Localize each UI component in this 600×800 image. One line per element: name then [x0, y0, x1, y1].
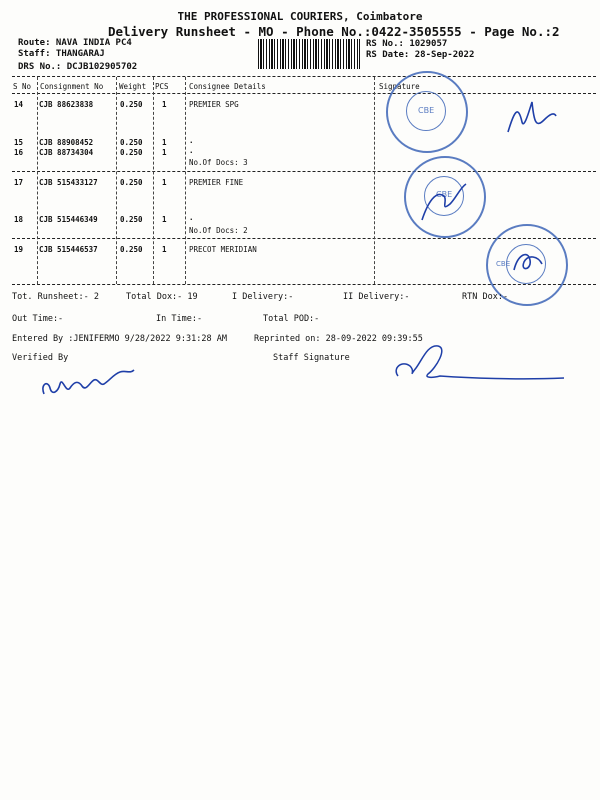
- cell-sno: 17: [14, 178, 24, 187]
- staff-signature-label: Staff Signature: [273, 353, 350, 363]
- staff-label: Staff: THANGARAJ: [18, 49, 105, 59]
- cell-pcs: 1: [162, 138, 167, 147]
- cell-weight: 0.250: [120, 215, 143, 224]
- total-dox: Total Dox:- 19: [126, 292, 198, 302]
- cell-consignment: CJB 515446537: [39, 245, 98, 254]
- col-sep: [37, 77, 38, 284]
- cell-pcs: 1: [162, 245, 167, 254]
- cell-sno: 19: [14, 245, 24, 254]
- ii-delivery: II Delivery:-: [343, 292, 410, 302]
- barcode: [258, 39, 360, 69]
- col-header-signature: Signature: [379, 82, 420, 91]
- company-title: THE PROFESSIONAL COURIERS, Coimbatore: [177, 10, 423, 23]
- col-header-weight: Weight: [119, 82, 147, 91]
- drs-number: DRS No.: DCJB102905702: [18, 62, 138, 72]
- col-header-consignee: Consignee Details: [189, 82, 266, 91]
- docs-count-note: No.Of Docs: 2: [189, 226, 248, 235]
- cell-pcs: 1: [162, 178, 167, 187]
- route-label: Route: NAVA INDIA PC4: [18, 38, 132, 48]
- table-top-rule: [12, 76, 596, 77]
- col-sep: [185, 77, 186, 284]
- cell-consignee: .: [189, 146, 194, 155]
- col-header-sno: S No: [13, 82, 32, 91]
- cell-weight: 0.250: [120, 138, 143, 147]
- signature-ink-1: [500, 92, 560, 142]
- rs-date: RS Date: 28-Sep-2022: [366, 50, 475, 60]
- reprinted-on: Reprinted on: 28-09-2022 09:39:55: [254, 334, 423, 344]
- cell-consignee: PREMIER FINE: [189, 178, 244, 187]
- company-stamp-3: CBE: [486, 224, 568, 306]
- total-pod: Total POD:-: [263, 314, 320, 324]
- cell-consignment: CJB 515446349: [39, 215, 98, 224]
- rtn-dox: RTN Dox:-: [462, 292, 509, 302]
- cell-consignee: PREMIER SPG: [189, 100, 239, 109]
- cell-consignment: CJB 88908452: [39, 138, 94, 147]
- col-sep: [374, 77, 375, 284]
- cell-consignment: CJB 88734304: [39, 148, 94, 157]
- col-sep: [153, 77, 154, 284]
- cell-sno: 16: [14, 148, 24, 157]
- cell-sno: 15: [14, 138, 24, 147]
- verified-signature-ink: [38, 364, 138, 404]
- docs-count-note: No.Of Docs: 3: [189, 158, 248, 167]
- signature-ink-3: [508, 244, 548, 278]
- entered-by: Entered By :JENIFERMO 9/28/2022 9:31:28 AM: [12, 334, 227, 344]
- cell-weight: 0.250: [120, 100, 143, 109]
- cell-consignment: CJB 88623838: [39, 100, 94, 109]
- signature-ink-2: [416, 176, 476, 226]
- cell-sno: 14: [14, 100, 24, 109]
- cell-consignee: PRECOT MERIDIAN: [189, 245, 257, 254]
- total-runsheet: Tot. Runsheet:- 2: [12, 292, 99, 302]
- col-header-consignment: Consignment No: [40, 82, 104, 91]
- group-divider-1: [12, 171, 596, 172]
- rs-number: RS No.: 1029057: [366, 39, 448, 49]
- cell-consignee: .: [189, 136, 194, 145]
- cell-consignee: .: [189, 213, 194, 222]
- cell-pcs: 1: [162, 100, 167, 109]
- col-sep: [116, 77, 117, 284]
- company-stamp-2: CBE: [404, 156, 486, 238]
- verified-by-label: Verified By: [12, 353, 69, 363]
- staff-signature-ink: [388, 338, 568, 388]
- in-time: In Time:-: [156, 314, 203, 324]
- company-stamp-1: CBE: [386, 71, 468, 153]
- col-header-pcs: PCS: [155, 82, 169, 91]
- cell-weight: 0.250: [120, 245, 143, 254]
- i-delivery: I Delivery:-: [232, 292, 294, 302]
- cell-weight: 0.250: [120, 178, 143, 187]
- out-time: Out Time:-: [12, 314, 64, 324]
- cell-weight: 0.250: [120, 148, 143, 157]
- cell-pcs: 1: [162, 215, 167, 224]
- cell-pcs: 1: [162, 148, 167, 157]
- cell-consignment: CJB 515433127: [39, 178, 98, 187]
- runsheet-title: Delivery Runsheet - MO - Phone No.:0422-3505555 - Page No.:2: [108, 24, 560, 39]
- cell-sno: 18: [14, 215, 24, 224]
